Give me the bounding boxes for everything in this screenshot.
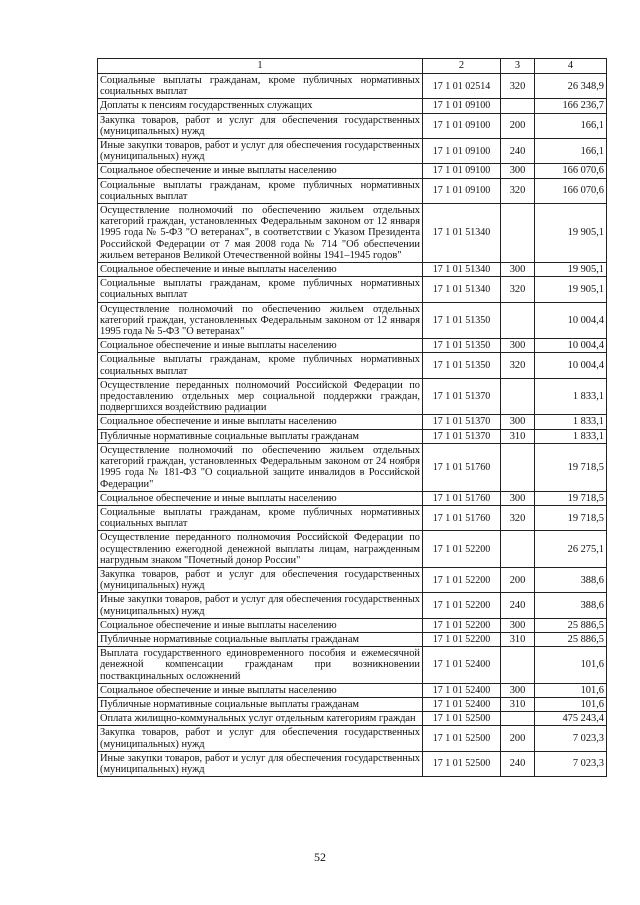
row-name: Публичные нормативные социальные выплаты гражданам bbox=[98, 429, 423, 443]
row-code: 17 1 01 51760 bbox=[423, 491, 501, 505]
table-row bbox=[98, 443, 607, 491]
row-amount: 1 833,1 bbox=[535, 415, 607, 429]
row-expense-type bbox=[501, 531, 535, 568]
row-name: Социальные выплаты гражданам, кроме публичных нормативных социальных выплат bbox=[98, 505, 423, 530]
row-expense-type bbox=[501, 378, 535, 415]
row-expense-type: 320 bbox=[501, 505, 535, 530]
row-name: Иные закупки товаров, работ и услуг для обеспечения государственных (муниципальных) нужд bbox=[98, 751, 423, 776]
row-amount: 388,6 bbox=[535, 567, 607, 592]
row-code: 17 1 01 52200 bbox=[423, 531, 501, 568]
table-row bbox=[98, 632, 607, 646]
row-expense-type bbox=[501, 99, 535, 113]
row-expense-type bbox=[501, 302, 535, 339]
table-row bbox=[98, 99, 607, 113]
row-expense-type: 240 bbox=[501, 593, 535, 618]
row-code: 17 1 01 51370 bbox=[423, 378, 501, 415]
row-amount: 101,6 bbox=[535, 647, 607, 684]
row-amount: 10 004,4 bbox=[535, 353, 607, 378]
row-amount: 166 236,7 bbox=[535, 99, 607, 113]
row-name: Публичные нормативные социальные выплаты гражданам bbox=[98, 697, 423, 711]
row-amount: 19 718,5 bbox=[535, 443, 607, 491]
table-row bbox=[98, 751, 607, 776]
row-name: Публичные нормативные социальные выплаты гражданам bbox=[98, 632, 423, 646]
table-row bbox=[98, 712, 607, 726]
row-expense-type: 300 bbox=[501, 164, 535, 178]
table-row bbox=[98, 531, 607, 568]
row-expense-type: 200 bbox=[501, 113, 535, 138]
row-expense-type: 320 bbox=[501, 178, 535, 203]
row-expense-type: 310 bbox=[501, 429, 535, 443]
row-amount: 7 023,3 bbox=[535, 751, 607, 776]
row-expense-type: 200 bbox=[501, 726, 535, 751]
row-name: Социальное обеспечение и иные выплаты населению bbox=[98, 683, 423, 697]
row-amount: 166 070,6 bbox=[535, 164, 607, 178]
row-amount: 19 905,1 bbox=[535, 263, 607, 277]
row-expense-type: 240 bbox=[501, 751, 535, 776]
row-name: Выплата государственного единовременного пособия и ежемесячной денежной компенсации гражданам при возникновении поствакцинальных осложнений bbox=[98, 647, 423, 684]
row-code: 17 1 01 51760 bbox=[423, 505, 501, 530]
row-name: Социальные выплаты гражданам, кроме публичных нормативных социальных выплат bbox=[98, 74, 423, 99]
row-amount: 475 243,4 bbox=[535, 712, 607, 726]
row-amount: 26 275,1 bbox=[535, 531, 607, 568]
row-amount: 101,6 bbox=[535, 697, 607, 711]
table-row bbox=[98, 302, 607, 339]
row-amount: 166 070,6 bbox=[535, 178, 607, 203]
row-code: 17 1 01 09100 bbox=[423, 178, 501, 203]
row-amount: 101,6 bbox=[535, 683, 607, 697]
row-amount: 19 718,5 bbox=[535, 505, 607, 530]
row-name: Закупка товаров, работ и услуг для обеспечения государственных (муниципальных) нужд bbox=[98, 567, 423, 592]
row-expense-type: 320 bbox=[501, 74, 535, 99]
row-code: 17 1 01 09100 bbox=[423, 99, 501, 113]
table-row bbox=[98, 74, 607, 99]
row-code: 17 1 01 09100 bbox=[423, 113, 501, 138]
row-amount: 19 718,5 bbox=[535, 491, 607, 505]
row-code: 17 1 01 51340 bbox=[423, 277, 501, 302]
table-row bbox=[98, 726, 607, 751]
table-row bbox=[98, 491, 607, 505]
row-code: 17 1 01 51350 bbox=[423, 339, 501, 353]
row-name: Социальное обеспечение и иные выплаты населению bbox=[98, 415, 423, 429]
row-amount: 25 886,5 bbox=[535, 632, 607, 646]
table-row bbox=[98, 277, 607, 302]
row-expense-type: 300 bbox=[501, 263, 535, 277]
row-name: Осуществление полномочий по обеспечению жильем отдельных категорий граждан, установленных Федеральным законом от 24 ноября 1995 года № 181-ФЗ "О социальной защите инвалидов в Российской Федерации" bbox=[98, 443, 423, 491]
row-name: Социальное обеспечение и иные выплаты населению bbox=[98, 618, 423, 632]
row-expense-type bbox=[501, 443, 535, 491]
row-code: 17 1 01 52400 bbox=[423, 683, 501, 697]
row-name: Социальное обеспечение и иные выплаты населению bbox=[98, 491, 423, 505]
row-code: 17 1 01 52500 bbox=[423, 726, 501, 751]
row-amount: 166,1 bbox=[535, 113, 607, 138]
row-expense-type: 310 bbox=[501, 632, 535, 646]
table-row bbox=[98, 415, 607, 429]
row-amount: 1 833,1 bbox=[535, 429, 607, 443]
row-expense-type bbox=[501, 204, 535, 263]
table-row bbox=[98, 647, 607, 684]
row-expense-type: 240 bbox=[501, 139, 535, 164]
row-amount: 10 004,4 bbox=[535, 302, 607, 339]
row-amount: 19 905,1 bbox=[535, 204, 607, 263]
row-name: Осуществление полномочий по обеспечению жильем отдельных категорий граждан, установленных Федеральным законом от 12 января 1995 года № 5-ФЗ "О ветеранах" bbox=[98, 302, 423, 339]
row-expense-type: 300 bbox=[501, 491, 535, 505]
row-code: 17 1 01 02514 bbox=[423, 74, 501, 99]
row-name: Закупка товаров, работ и услуг для обеспечения государственных (муниципальных) нужд bbox=[98, 726, 423, 751]
row-name: Осуществление полномочий по обеспечению жильем отдельных категорий граждан, установленных Федеральным законом от 12 января 1995 года № 5-ФЗ "О ветеранах", в соответствии с Указом Президента Российской Федерации от 7 мая 2008 года № 714 "Об обеспечении жильем ветеранов Великой Отечественной войны 1941–1945 годов" bbox=[98, 204, 423, 263]
row-expense-type: 300 bbox=[501, 415, 535, 429]
table-row bbox=[98, 139, 607, 164]
row-code: 17 1 01 51340 bbox=[423, 204, 501, 263]
table-row bbox=[98, 618, 607, 632]
row-name: Осуществление переданных полномочий Российской Федерации по предоставлению отдельных мер социальной поддержки граждан, подвергшихся воздействию радиации bbox=[98, 378, 423, 415]
table-row bbox=[98, 429, 607, 443]
table-row bbox=[98, 204, 607, 263]
table-body bbox=[98, 74, 607, 777]
budget-table bbox=[97, 58, 607, 777]
row-code: 17 1 01 52200 bbox=[423, 632, 501, 646]
row-code: 17 1 01 52400 bbox=[423, 697, 501, 711]
row-code: 17 1 01 51350 bbox=[423, 302, 501, 339]
row-code: 17 1 01 51350 bbox=[423, 353, 501, 378]
row-expense-type: 320 bbox=[501, 277, 535, 302]
row-name: Социальные выплаты гражданам, кроме публичных нормативных социальных выплат bbox=[98, 178, 423, 203]
row-expense-type: 310 bbox=[501, 697, 535, 711]
row-expense-type: 300 bbox=[501, 339, 535, 353]
row-name: Социальное обеспечение и иные выплаты населению bbox=[98, 339, 423, 353]
table-row bbox=[98, 339, 607, 353]
table-row bbox=[98, 593, 607, 618]
row-name: Социальное обеспечение и иные выплаты населению bbox=[98, 164, 423, 178]
row-name: Социальное обеспечение и иные выплаты населению bbox=[98, 263, 423, 277]
table-row bbox=[98, 353, 607, 378]
row-code: 17 1 01 51340 bbox=[423, 263, 501, 277]
row-amount: 25 886,5 bbox=[535, 618, 607, 632]
row-amount: 388,6 bbox=[535, 593, 607, 618]
page-number: 52 bbox=[314, 850, 326, 864]
row-amount: 1 833,1 bbox=[535, 378, 607, 415]
row-code: 17 1 01 51760 bbox=[423, 443, 501, 491]
row-expense-type bbox=[501, 647, 535, 684]
row-name: Закупка товаров, работ и услуг для обеспечения государственных (муниципальных) нужд bbox=[98, 113, 423, 138]
row-code: 17 1 01 51370 bbox=[423, 429, 501, 443]
row-amount: 26 348,9 bbox=[535, 74, 607, 99]
row-code: 17 1 01 52200 bbox=[423, 567, 501, 592]
row-code: 17 1 01 09100 bbox=[423, 139, 501, 164]
header-col-1: 1 bbox=[98, 59, 423, 74]
row-expense-type: 300 bbox=[501, 618, 535, 632]
row-code: 17 1 01 52200 bbox=[423, 593, 501, 618]
row-code: 17 1 01 52400 bbox=[423, 647, 501, 684]
row-expense-type: 200 bbox=[501, 567, 535, 592]
row-amount: 7 023,3 bbox=[535, 726, 607, 751]
row-name: Оплата жилищно-коммунальных услуг отдельным категориям граждан bbox=[98, 712, 423, 726]
table-row bbox=[98, 378, 607, 415]
row-code: 17 1 01 09100 bbox=[423, 164, 501, 178]
table-row bbox=[98, 683, 607, 697]
table-row bbox=[98, 263, 607, 277]
row-amount: 19 905,1 bbox=[535, 277, 607, 302]
row-amount: 166,1 bbox=[535, 139, 607, 164]
row-expense-type: 320 bbox=[501, 353, 535, 378]
table-row bbox=[98, 505, 607, 530]
row-name: Иные закупки товаров, работ и услуг для обеспечения государственных (муниципальных) нужд bbox=[98, 139, 423, 164]
header-row bbox=[98, 59, 607, 74]
table-row bbox=[98, 164, 607, 178]
table-row bbox=[98, 178, 607, 203]
row-name: Осуществление переданного полномочия Российской Федерации по осуществлению ежегодной денежной выплаты лицам, награжденным нагрудным знаком "Почетный донор России" bbox=[98, 531, 423, 568]
row-amount: 10 004,4 bbox=[535, 339, 607, 353]
header-col-4: 4 bbox=[535, 59, 607, 74]
table-row bbox=[98, 697, 607, 711]
row-name: Доплаты к пенсиям государственных служащих bbox=[98, 99, 423, 113]
row-code: 17 1 01 52500 bbox=[423, 712, 501, 726]
row-expense-type bbox=[501, 712, 535, 726]
header-col-2: 2 bbox=[423, 59, 501, 74]
header-col-3: 3 bbox=[501, 59, 535, 74]
row-code: 17 1 01 52500 bbox=[423, 751, 501, 776]
row-name: Социальные выплаты гражданам, кроме публичных нормативных социальных выплат bbox=[98, 277, 423, 302]
row-expense-type: 300 bbox=[501, 683, 535, 697]
row-code: 17 1 01 52200 bbox=[423, 618, 501, 632]
table-row bbox=[98, 113, 607, 138]
row-name: Иные закупки товаров, работ и услуг для обеспечения государственных (муниципальных) нужд bbox=[98, 593, 423, 618]
row-name: Социальные выплаты гражданам, кроме публичных нормативных социальных выплат bbox=[98, 353, 423, 378]
row-code: 17 1 01 51370 bbox=[423, 415, 501, 429]
table-row bbox=[98, 567, 607, 592]
